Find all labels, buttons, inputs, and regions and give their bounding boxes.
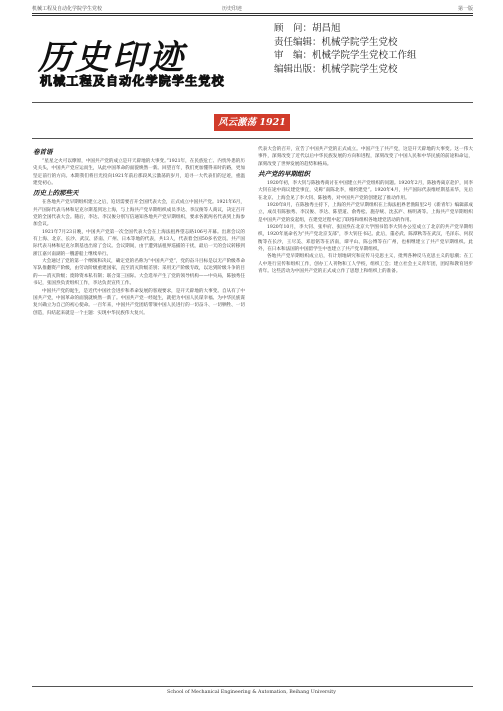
issue-banner: 风云激荡 1921	[214, 114, 290, 131]
masthead-subtitle: 机械工程及自动化学院学生党校	[40, 74, 225, 88]
header-publication: 历史印迹	[222, 6, 243, 12]
section-title-preface: 卷首语	[33, 148, 53, 156]
header-edition: 第一版	[457, 6, 473, 12]
header-rule-thin	[32, 15, 473, 16]
section-title-early-organizations: 共产党的早期组织	[258, 170, 310, 179]
credit-advisor: 顾 问：胡昌旭	[274, 23, 341, 34]
header-school: 机械工程及自动化学院学生党校	[32, 6, 103, 12]
organization-paragraph: 1920年10月，李大钊、张申府、张国焘在北京大学图书馆李大钊办公室成立了北京的共产党早期组织，1920年底命名为“共产党北京支部”，李大钊任书记。此后，董必武、陈潭秋等在武汉，毛泽东、何叔衡等在长沙，王尽美、邓恩铭等在济南，谭平山、陈公博等在广州，也相继建立了共产党早期组织。此外，在日本和法国的中国留学生中也建立了共产党早期组织。	[258, 225, 473, 253]
preface-text: “星星之火可以燎原，中国共产党的成立是开天辟地的大事变。”1921年，在民族危亡、内忧外患的历史关头，中国共产党应运而生，从此中国革命的面貌焕然一新。回望百年，我们更加懂得来时的路，更加坚定前行的方向。本期我们将目光投向1921年前后那段风云激荡的岁月，追寻一大代表们的足迹，重温建党初心。	[33, 159, 245, 187]
history-paragraph: 在各地共产党早期组织建立之后，迫切需要召开全国代表大会，正式成立中国共产党。1921年6月，共产国际代表马林和尼克尔斯基到达上海，与上海共产党早期组织成员李达、李汉俊等人商议，决定召开党的全国代表大会。随后，李达、李汉俊分别写信通知各地共产党早期组织，要求各派两名代表到上海参加会议。	[33, 200, 245, 228]
banner-rule-top	[32, 102, 473, 103]
page-footer: School of Mechanical Engineering & Automation, Beihang University	[167, 690, 336, 695]
masthead-credits	[274, 22, 474, 76]
section-title-history: 历史上的那些天	[33, 189, 79, 198]
history-paragraph: 1921年7月23日晚，中国共产党第一次全国代表大会在上海法租界望志路106号开幕。出席会议的有上海、北京、长沙、武汉、济南、广州、日本等地的代表，共13人，代表着全国50多名党员。共产国际代表马林和尼克尔斯基也出席了会议。会议期间，由于遭到法租界巡捕的干扰，最后一天的会议转移到浙江嘉兴南湖的一艘游船上继续举行。	[33, 229, 245, 257]
history-paragraph: 中国共产党的诞生，是近代中国社会进步和革命发展的客观要求，是开天辟地的大事变。自从有了中国共产党，中国革命的面貌就焕然一新了。中国共产党一经诞生，就把为中国人民谋幸福、为中华民族谋复兴确立为自己的初心使命。一百年来，中国共产党团结带领中国人民进行的一切奋斗、一切牺牲、一切创造，归结起来就是一个主题：实现中华民族伟大复兴。	[33, 288, 245, 316]
left-column	[33, 146, 245, 317]
history-paragraph: 大会通过了党的第一个纲领和决议，确定党的名称为“中国共产党”，党的奋斗目标是以无产阶级革命军队推翻资产阶级，由劳动阶级重建国家，直至消灭阶级差别；采用无产阶级专政，以达到阶级斗争的目的——消灭阶级；废除资本私有制；联合第三国际。大会选举产生了党的领导机构——中央局，陈独秀任书记，张国焘负责组织工作，李达负责宣传工作。	[33, 259, 245, 287]
credit-reviewer: 审 编：机械学院学生党校工作组	[274, 50, 417, 61]
organization-paragraph: 1920年8月，在陈独秀主持下，上海的共产党早期组织在上海法租界老渔阳里2号《新青年》编辑部成立，成员有陈独秀、李汉俊、李达、陈望道、俞秀松、施存统、沈玄庐、杨明斋等。上海共产党早期组织是中国共产党的发起组，在建党过程中起了联络和组织各地建党活动的作用。	[258, 203, 473, 223]
credit-editor: 责任编辑：机械学院学生党校	[274, 36, 398, 48]
header-rule-thick	[32, 13, 473, 14]
banner-rule-bottom	[32, 138, 473, 139]
right-column	[258, 146, 473, 276]
continued-text: 代表大会的召开，宣告了中国共产党的正式成立。中国产生了共产党，这是开天辟地的大事变。这一伟大事件，深刻改变了近代以后中华民族发展的方向和进程，深刻改变了中国人民和中华民族的前途和命运，深刻改变了世界发展的趋势和格局。	[258, 147, 473, 167]
credit-publisher: 编辑出版：机械学院学生党校	[274, 63, 398, 75]
masthead-title: 历史印迹	[38, 38, 186, 78]
footer-rule	[32, 686, 473, 687]
organization-paragraph: 各地共产党早期组织成立后，有计划地研究和宣传马克思主义，批判各种反马克思主义的思潮；在工人中进行宣传和组织工作，创办工人刊物和工人学校，组织工会；建立社会主义青年团，团结和教育进步青年。这些活动为中国共产党的正式成立作了思想上和组织上的准备。	[258, 254, 473, 275]
organization-paragraph: 1920年初，李大钊与陈独秀商讨在中国建立共产党组织的问题。1920年2月，陈独秀离京赴沪，同李大钊在途中商议建党事宜，史称“南陈北李，相约建党”。1920年4月，共产国际代表维经斯基来华，先后在北京、上海会见了李大钊、陈独秀，对中国共产党的创建起了推动作用。	[258, 181, 473, 201]
